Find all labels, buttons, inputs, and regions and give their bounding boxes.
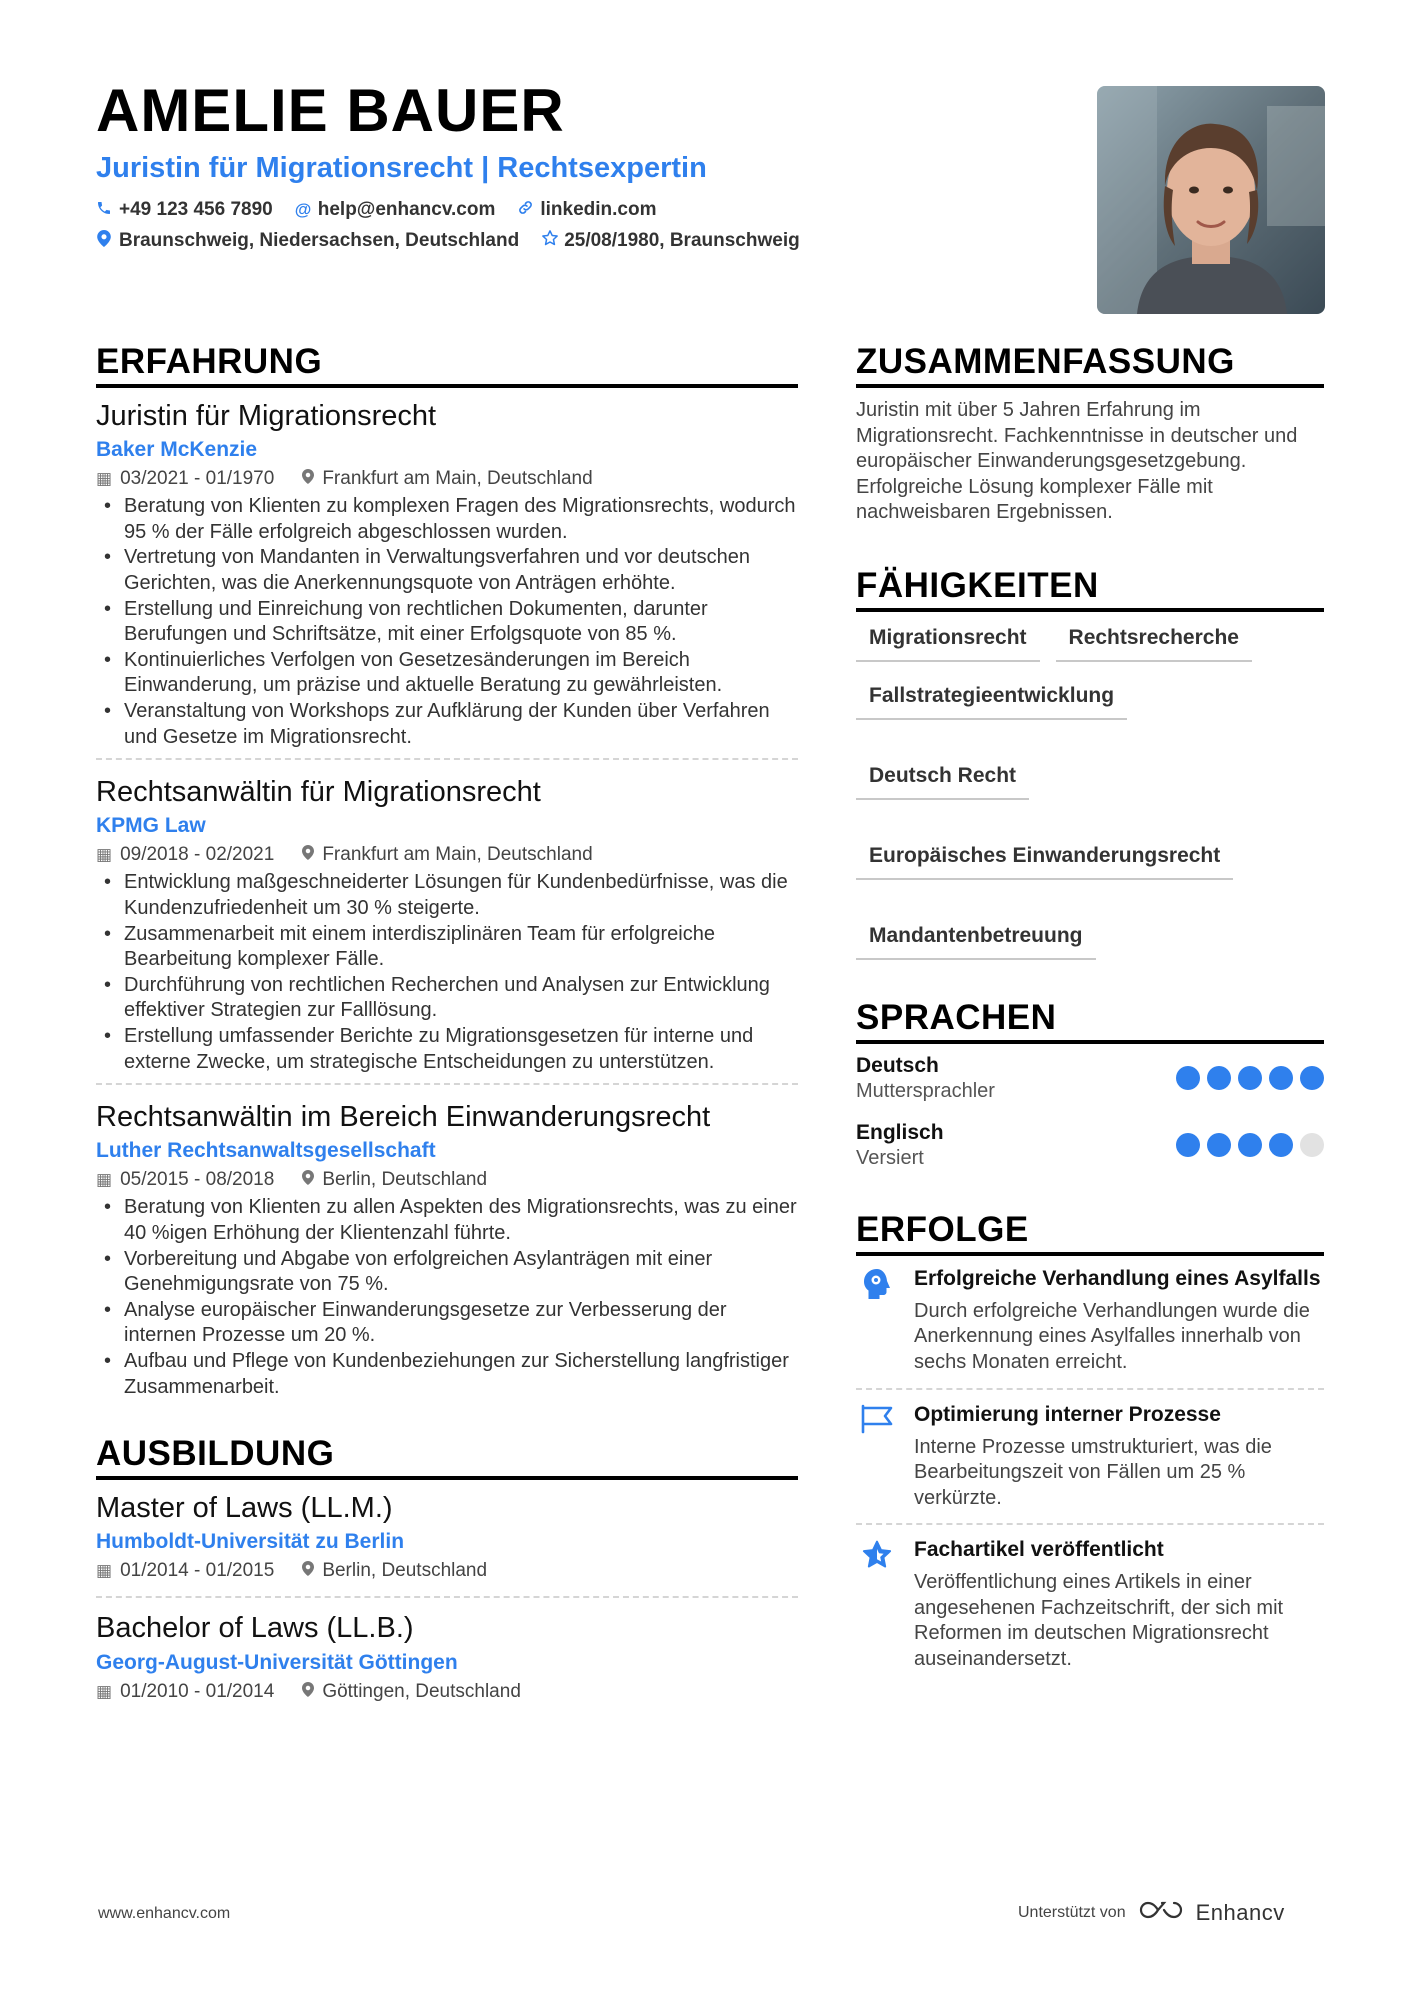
job-bullets <box>96 494 798 750</box>
language-rating <box>1176 1133 1324 1157</box>
job-dates-text: 05/2015 - 08/2018 <box>120 1169 275 1191</box>
star-outline-icon <box>541 229 557 252</box>
rating-dot-filled <box>1269 1133 1293 1157</box>
rating-dot-filled <box>1176 1066 1200 1090</box>
footer-website[interactable]: www.enhancv.com <box>98 1905 231 1922</box>
email-text: help@enhancv.com <box>317 199 496 220</box>
calendar-icon: ▦ <box>96 1681 113 1701</box>
calendar-icon: ▦ <box>96 469 113 489</box>
summary-text: Juristin mit über 5 Jahren Erfahrung im Migrationsrecht. Fachkenntnisse in deutscher und europäischer Einwanderungsgesetzgebung. Erfolgreiche Lösung komplexer Fälle mit nachweisbaren Ergebnissen. <box>856 399 1298 524</box>
achievement-description: Durch erfolgreiche Verhandlungen wurde die Anerkennung eines Asylfalles innerhalb von sechs Monaten erreicht. <box>914 1299 1310 1374</box>
phone-icon <box>96 200 112 221</box>
linkedin-text: linkedin.com <box>540 199 657 220</box>
email-contact[interactable] <box>295 199 496 221</box>
location-pin-icon <box>302 469 314 489</box>
experience-title: ERFAHRUNG <box>96 342 798 388</box>
education-dates <box>96 1560 274 1582</box>
bullet-item: • Beratung von Klienten zu allen Aspekten des Migrationsrechts, was zu einer 40 %igen Erhöhung der Klientenzahl führte. <box>96 1195 798 1246</box>
language-level: Muttersprachler <box>856 1079 995 1102</box>
head-icon <box>856 1266 898 1376</box>
job-location <box>302 1169 487 1191</box>
job-bullets <box>96 1195 798 1400</box>
calendar-icon: ▦ <box>96 1561 113 1581</box>
phone-contact[interactable] <box>96 199 273 221</box>
rating-dot-filled <box>1207 1066 1231 1090</box>
job-title: Juristin für Migrationsrecht <box>96 400 437 432</box>
education-dates-text: 01/2014 - 01/2015 <box>120 1560 275 1582</box>
right-column <box>856 342 1324 1697</box>
footer-branding <box>1018 1898 1285 1927</box>
skills-list <box>856 626 1324 960</box>
achievement-entry <box>856 1266 1324 1390</box>
contact-row-2 <box>96 229 1056 252</box>
job-meta <box>96 468 798 490</box>
bullet-item: • Kontinuierliches Verfolgen von Gesetzesänderungen im Bereich Einwanderung, um präzise und aktuelle Beratung zu gewährleisten. <box>96 648 798 699</box>
achievement-entry <box>856 1402 1324 1526</box>
job-entry <box>96 398 798 760</box>
language-text <box>856 1121 944 1170</box>
experience-section <box>96 342 798 1408</box>
brand-name[interactable]: Enhancv <box>1195 1899 1285 1925</box>
location-pin-icon <box>302 1170 314 1190</box>
location-pin-icon <box>96 230 112 252</box>
flag-icon <box>856 1402 898 1512</box>
resume-header <box>96 78 1056 260</box>
star-icon <box>856 1537 898 1672</box>
language-entry <box>856 1054 1324 1103</box>
calendar-icon: ▦ <box>96 1170 113 1190</box>
location-pin-icon <box>302 1561 314 1581</box>
job-bullets <box>96 870 798 1075</box>
left-column <box>96 342 798 1729</box>
school-name[interactable]: Georg-August-Universität Göttingen <box>96 1650 458 1674</box>
job-meta <box>96 844 798 866</box>
language-rating <box>1176 1066 1324 1090</box>
job-dates <box>96 1169 274 1191</box>
candidate-headline: Juristin für Migrationsrecht | Rechtsexpertin <box>96 152 707 184</box>
language-name: Englisch <box>856 1120 944 1144</box>
degree-title: Master of Laws (LL.M.) <box>96 1492 393 1525</box>
achievement-body <box>914 1402 1324 1512</box>
job-title: Rechtsanwältin für Migrationsrecht <box>96 776 541 809</box>
education-entry <box>96 1610 798 1716</box>
location-contact <box>96 229 519 252</box>
job-title: Rechtsanwältin im Bereich Einwanderungsrecht <box>96 1101 711 1134</box>
candidate-name: AMELIE BAUER <box>96 77 565 144</box>
job-company[interactable]: Luther Rechtsanwaltsgesellschaft <box>96 1139 436 1163</box>
contact-info <box>96 199 1056 252</box>
rating-dot-filled <box>1269 1066 1293 1090</box>
job-dates-text: 03/2021 - 01/1970 <box>120 468 275 490</box>
achievement-title: Fachartikel veröffentlicht <box>914 1538 1164 1562</box>
degree-title: Bachelor of Laws (LL.B.) <box>96 1612 414 1645</box>
skill-tag: Europäisches Einwanderungsrecht <box>856 844 1233 880</box>
rating-dot-filled <box>1207 1133 1231 1157</box>
rating-dot-empty <box>1300 1133 1324 1157</box>
job-entry <box>96 774 798 1085</box>
education-meta <box>96 1560 798 1582</box>
job-dates <box>96 468 274 490</box>
bullet-item: • Vertretung von Mandanten in Verwaltungsverfahren und vor deutschen Gerichten, was die Anerkennungsquote von Anträgen erhöhte. <box>96 545 798 596</box>
bullet-item: • Zusammenarbeit mit einem interdisziplinären Team für erfolgreiche Bearbeitung komplexer Fälle. <box>96 922 798 973</box>
contact-row-1 <box>96 199 1056 221</box>
job-company[interactable]: KPMG Law <box>96 814 206 838</box>
job-meta <box>96 1169 798 1191</box>
linkedin-contact[interactable] <box>517 199 656 221</box>
bullet-item: • Erstellung umfassender Berichte zu Migrationsgesetzen für interne und externe Zwecke, um strategische Entscheidungen zu unterstützen. <box>96 1024 798 1075</box>
language-name: Deutsch <box>856 1053 939 1077</box>
skills-title: FÄHIGKEITEN <box>856 566 1324 612</box>
birth-contact <box>541 229 800 252</box>
bullet-item: • Erstellung und Einreichung von rechtlichen Dokumenten, darunter Berufungen und Schriftsätze, mit einer Erfolgsquote von 85 %. <box>96 597 798 648</box>
skill-tag: Rechtsrecherche <box>1056 626 1252 662</box>
job-location-text: Frankfurt am Main, Deutschland <box>322 844 593 866</box>
education-location-text: Göttingen, Deutschland <box>322 1680 521 1702</box>
achievement-body <box>914 1266 1324 1376</box>
rating-dot-filled <box>1300 1066 1324 1090</box>
profile-photo <box>1097 86 1325 314</box>
job-location-text: Berlin, Deutschland <box>322 1169 488 1191</box>
bullet-item: • Vorbereitung und Abgabe von erfolgreichen Asylanträgen mit einer Genehmigungsrate von 75 %. <box>96 1247 798 1298</box>
achievements-title: ERFOLGE <box>856 1210 1324 1256</box>
rating-dot-filled <box>1238 1133 1262 1157</box>
languages-title: SPRACHEN <box>856 998 1324 1044</box>
phone-text: +49 123 456 7890 <box>119 199 273 220</box>
link-icon <box>517 199 533 221</box>
language-entry <box>856 1121 1324 1170</box>
achievement-entry <box>856 1537 1324 1684</box>
education-meta <box>96 1681 798 1703</box>
bullet-item: • Aufbau und Pflege von Kundenbeziehungen zur Sicherstellung langfristiger Zusammenarbeit. <box>96 1349 798 1400</box>
achievement-description: Veröffentlichung eines Artikels in einer angesehenen Fachzeitschrift, der sich mit Reformen im deutschen Migrationsrecht auseinandersetzt. <box>914 1571 1284 1670</box>
location-pin-icon <box>302 1682 314 1702</box>
rating-dot-filled <box>1176 1133 1200 1157</box>
skill-tag: Deutsch Recht <box>856 764 1029 800</box>
location-text: Braunschweig, Niedersachsen, Deutschland <box>119 229 520 251</box>
skill-tag: Fallstrategieentwicklung <box>856 684 1127 720</box>
bullet-item: • Analyse europäischer Einwanderungsgesetze zur Verbesserung der internen Prozesse um 20 %. <box>96 1298 798 1349</box>
education-dates <box>96 1681 274 1703</box>
bullet-item: • Beratung von Klienten zu komplexen Fragen des Migrationsrechts, wodurch 95 % der Fälle erfolgreich abgeschlossen wurden. <box>96 494 798 545</box>
location-pin-icon <box>302 845 314 865</box>
calendar-icon: ▦ <box>96 845 113 865</box>
birth-text: 25/08/1980, Braunschweig <box>564 229 800 251</box>
skill-tag: Migrationsrecht <box>856 626 1040 662</box>
job-entry <box>96 1099 798 1408</box>
achievement-description: Interne Prozesse umstrukturiert, was die Bearbeitungszeit von Fällen um 25 % verkürzte. <box>914 1435 1272 1509</box>
job-company[interactable]: Baker McKenzie <box>96 438 258 462</box>
enhancv-logo-icon <box>1138 1898 1184 1927</box>
language-level: Versiert <box>856 1146 924 1169</box>
education-location-text: Berlin, Deutschland <box>322 1560 488 1582</box>
achievement-body <box>914 1537 1324 1672</box>
job-dates-text: 09/2018 - 02/2021 <box>120 844 275 866</box>
job-location-text: Frankfurt am Main, Deutschland <box>322 468 593 490</box>
achievement-title: Optimierung interner Prozesse <box>914 1402 1221 1426</box>
bullet-item: • Durchführung von rechtlichen Recherchen und Analysen zur Entwicklung effektiver Strategien zur Falllösung. <box>96 973 798 1024</box>
bullet-item: • Entwicklung maßgeschneiderter Lösungen für Kundenbedürfnisse, was die Kundenzufriedenheit um 30 % steigerte. <box>96 870 798 921</box>
education-location <box>302 1560 487 1582</box>
powered-by-text: Unterstützt von <box>1018 1903 1126 1921</box>
education-entry <box>96 1490 798 1598</box>
education-dates-text: 01/2010 - 01/2014 <box>120 1680 275 1702</box>
summary-title: ZUSAMMENFASSUNG <box>856 342 1324 388</box>
job-location <box>302 844 592 866</box>
education-title: AUSBILDUNG <box>96 1434 798 1480</box>
job-location <box>302 468 592 490</box>
skill-tag: Mandantenbetreuung <box>856 924 1096 960</box>
at-icon: @ <box>294 200 312 219</box>
bullet-item: • Veranstaltung von Workshops zur Aufklärung der Kunden über Verfahren und Gesetze im Migrationsrecht. <box>96 699 798 750</box>
job-dates <box>96 844 274 866</box>
rating-dot-filled <box>1238 1066 1262 1090</box>
education-section <box>96 1434 798 1717</box>
school-name[interactable]: Humboldt-Universität zu Berlin <box>96 1530 405 1554</box>
education-location <box>302 1681 521 1703</box>
languages-section <box>856 998 1324 1170</box>
achievement-title: Erfolgreiche Verhandlung eines Asylfalls <box>914 1266 1321 1290</box>
language-text <box>856 1054 995 1103</box>
